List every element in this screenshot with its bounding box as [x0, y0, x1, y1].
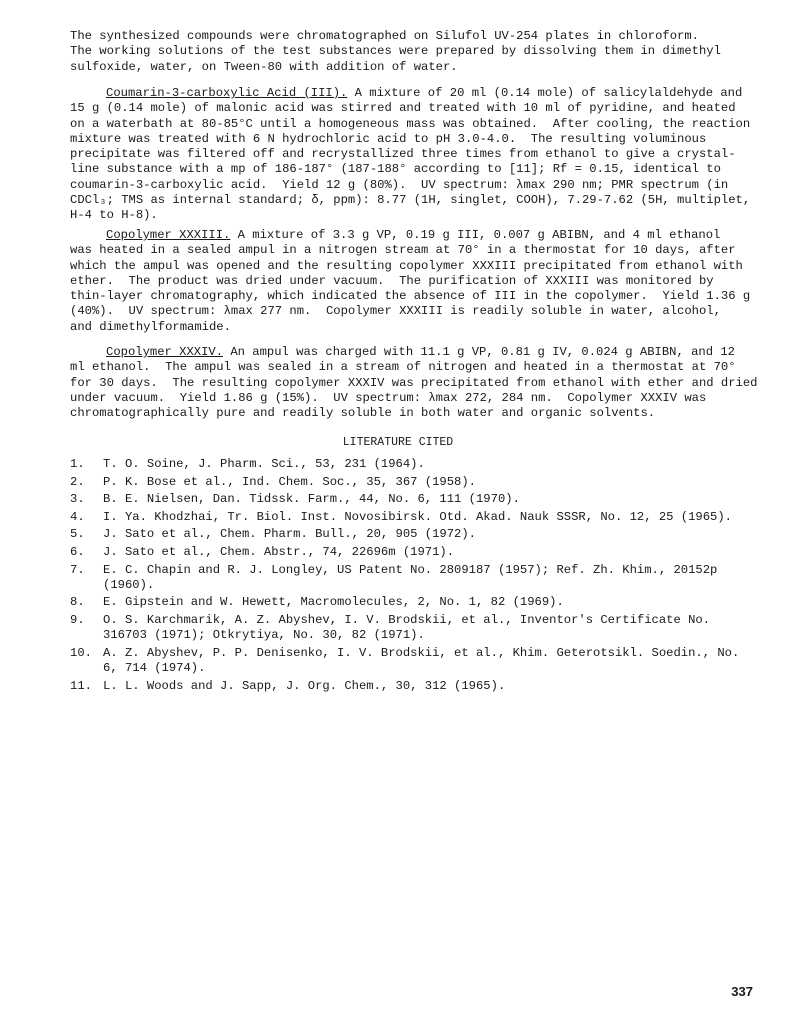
text-line: for 30 days. The resulting copolymer XXXIV was precipitated from ethanol with ether and dried: [70, 375, 758, 390]
reference-text: T. O. Soine, J. Pharm. Sci., 53, 231 (1964).: [103, 457, 425, 471]
reference-number: 8.: [70, 595, 85, 610]
text-line: H-4 to H-8).: [70, 208, 158, 223]
intro-paragraph: [70, 29, 770, 75]
reference-item: [70, 679, 770, 694]
reference-text: (1960).: [103, 577, 155, 592]
reference-text: 316703 (1971); Otkrytiya, No. 30, 82 (1971).: [103, 628, 425, 643]
text-line: The working solutions of the test substances were prepared by dissolving them in dimethyl: [70, 44, 721, 59]
section-heading: Copolymer XXXIV.: [106, 345, 224, 359]
reference-text: O. S. Karchmarik, A. Z. Abyshev, I. V. Brodskii, et al., Inventor's Certificate No.: [103, 613, 711, 628]
reference-text: P. K. Bose et al., Ind. Chem. Soc., 35, 367 (1958).: [103, 474, 476, 489]
text-line: precipitate was filtered off and recrystallized three times from ethanol to give a crystal-: [70, 147, 736, 162]
text-line: thin-layer chromatography, which indicated the absence of III in the copolymer. Yield 1.36 g: [70, 289, 751, 304]
text-line: CDCl₃; TMS as internal standard; δ, ppm): 8.77 (1H, singlet, COOH), 7.29-7.62 (5H, multiplet,: [70, 193, 751, 208]
reference-number: 5.: [70, 527, 85, 542]
reference-item: [70, 510, 770, 525]
text-line: sulfoxide, water, on Tween-80 with addition of water.: [70, 59, 458, 74]
reference-text: L. L. Woods and J. Sapp, J. Org. Chem., 30, 312 (1965).: [103, 678, 506, 693]
reference-item: [70, 563, 770, 594]
section-heading: Copolymer XXXIII.: [106, 228, 231, 242]
text-line: chromatographically pure and readily soluble in both water and organic solvents.: [70, 406, 656, 421]
reference-text: E. Gipstein and W. Hewett, Macromolecules, 2, No. 1, 82 (1969).: [103, 595, 564, 610]
text-line: ml ethanol. The ampul was sealed in a stream of nitrogen and heated in a thermostat at 70°: [70, 360, 736, 375]
page-number: 337: [731, 984, 753, 999]
text-line: was heated in a sealed ampul in a nitrogen stream at 70° in a thermostat for 10 days, after: [70, 243, 736, 258]
reference-item: [70, 595, 770, 610]
reference-text: J. Sato et al., Chem. Pharm. Bull., 20, 905 (1972).: [103, 527, 476, 542]
reference-text: B. E. Nielsen, Dan. Tidssk. Farm., 44, No. 6, 111 (1970).: [103, 492, 520, 507]
text-line: line substance with a mp of 186-187° (187-188° according to [11]; Rf = 0.15, identical to: [70, 162, 721, 177]
reference-item: [70, 475, 770, 490]
reference-text: E. C. Chapin and R. J. Longley, US Patent No. 2809187 (1957); Ref. Zh. Khim., 20152p: [103, 562, 718, 577]
reference-number: 9.: [70, 613, 85, 628]
text-line: ether. The product was dried under vacuum. The purification of XXXIII was monitored by: [70, 273, 714, 288]
section-heading: Coumarin-3-carboxylic Acid (III).: [106, 86, 348, 100]
reference-item: [70, 545, 770, 560]
copolymer-xxxiv-paragraph: [70, 345, 770, 421]
reference-number: 6.: [70, 544, 85, 559]
reference-list: [70, 457, 770, 696]
reference-item: [70, 613, 770, 644]
text-line: The synthesized compounds were chromatographed on Silufol UV-254 plates in chloroform.: [70, 29, 699, 43]
reference-item: [70, 527, 770, 542]
reference-number: 7.: [70, 562, 85, 577]
text-line: (40%). UV spectrum: λmax 277 nm. Copolymer XXXIII is readily soluble in water, alcohol,: [70, 304, 721, 319]
reference-number: 3.: [70, 492, 85, 507]
reference-item: [70, 492, 770, 507]
text-line: coumarin-3-carboxylic acid. Yield 12 g (80%). UV spectrum: λmax 290 nm; PMR spectrum (in: [70, 177, 729, 192]
text-line: 15 g (0.14 mole) of malonic acid was stirred and treated with 10 ml of pyridine, and heated: [70, 101, 736, 116]
reference-text: A. Z. Abyshev, P. P. Denisenko, I. V. Brodskii, et al., Khim. Geterotsikl. Soedin., No.: [103, 645, 740, 660]
text-line: and dimethylformamide.: [70, 319, 231, 334]
reference-number: 2.: [70, 474, 85, 489]
text-line: mixture was treated with 6 N hydrochloric acid to pH 3.0-4.0. The resulting voluminous: [70, 131, 707, 146]
reference-number: 1.: [70, 457, 85, 471]
copolymer-xxxiii-paragraph: [70, 228, 770, 335]
text-line: on a waterbath at 80-85°C until a homogeneous mass was obtained. After cooling, the reaction: [70, 116, 751, 131]
reference-number: 10.: [70, 645, 92, 660]
reference-text: 6, 714 (1974).: [103, 661, 206, 676]
text-line: which the ampul was opened and the resulting copolymer XXXIII precipitated from ethanol with: [70, 258, 743, 273]
text-line: Copolymer XXXIII. A mixture of 3.3 g VP, 0.19 g III, 0.007 g ABIBN, and 4 ml ethanol: [106, 228, 721, 242]
coumarin-paragraph: [70, 86, 770, 224]
reference-item: [70, 646, 770, 677]
reference-text: J. Sato et al., Chem. Abstr., 74, 22696m (1971).: [103, 544, 455, 559]
text-line: Coumarin-3-carboxylic Acid (III). A mixture of 20 ml (0.14 mole) of salicylaldehyde and: [106, 86, 743, 100]
text-line: under vacuum. Yield 1.86 g (15%). UV spectrum: λmax 272, 284 nm. Copolymer XXXIV was: [70, 390, 707, 405]
reference-item: [70, 457, 770, 472]
text-line: Copolymer XXXIV. An ampul was charged with 11.1 g VP, 0.81 g IV, 0.024 g ABIBN, and 12: [106, 345, 735, 359]
reference-number: 4.: [70, 509, 85, 524]
reference-number: 11.: [70, 678, 92, 693]
reference-text: I. Ya. Khodzhai, Tr. Biol. Inst. Novosibirsk. Otd. Akad. Nauk SSSR, No. 12, 25 (1965).: [103, 509, 732, 524]
literature-cited-heading: LITERATURE CITED: [342, 436, 454, 449]
